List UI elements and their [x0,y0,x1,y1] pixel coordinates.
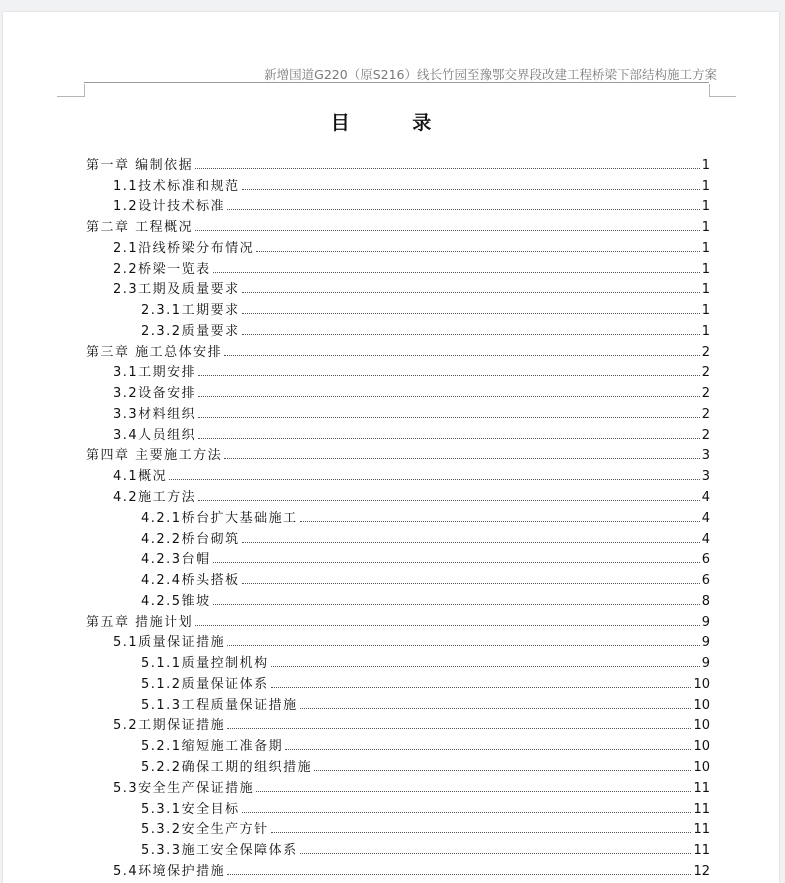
toc-entry[interactable] [86,796,710,817]
toc-leader-dots [242,812,692,813]
toc-leader-dots [198,375,700,376]
toc-entry-page-number: 1 [701,282,710,298]
toc-entry-page-number: 10 [693,739,710,755]
toc-leader-dots [227,874,691,875]
toc-entry-label: 5.4环境保护措施 [113,863,226,879]
header-rule [84,82,709,83]
toc-entry[interactable] [86,152,710,173]
toc-leader-dots [242,189,700,190]
toc-entry-label: 3.3材料组织 [113,406,197,422]
toc-entry[interactable] [86,775,710,796]
toc-leader-dots [256,251,700,252]
crop-mark-left-vertical [84,84,85,97]
toc-entry-label: 3.2设备安排 [113,386,197,402]
toc-leader-dots [300,853,692,854]
toc-leader-dots [195,230,700,231]
toc-entry-page-number: 10 [693,759,710,775]
toc-entry-label: 5.1质量保证措施 [113,635,226,651]
toc-leader-dots [271,687,692,688]
toc-entry-page-number: 1 [701,157,710,173]
crop-mark-right-horizontal [709,96,736,97]
toc-entry[interactable] [86,671,710,692]
toc-entry-page-number: 10 [693,718,710,734]
toc-leader-dots [242,334,700,335]
toc-entry-label: 4.2施工方法 [113,490,197,506]
toc-entry-page-number: 1 [701,199,710,215]
toc-entry-label: 第一章 编制依据 [86,157,194,173]
toc-entry[interactable] [86,214,710,235]
toc-entry-label: 4.2.1桥台扩大基础施工 [141,510,298,526]
toc-entry-page-number: 11 [693,780,710,796]
toc-entry-page-number: 9 [701,614,710,630]
toc-entry[interactable] [86,256,710,277]
toc-entry[interactable] [86,630,710,651]
toc-leader-dots [224,355,700,356]
toc-entry-page-number: 10 [693,676,710,692]
toc-entry-label: 4.2.4桥头搭板 [141,573,240,589]
toc-entry-label: 4.2.3台帽 [141,552,211,568]
toc-leader-dots [271,666,700,667]
toc-leader-dots [227,645,700,646]
toc-entry[interactable] [86,754,710,775]
toc-title: 目 录 [330,112,460,134]
toc-leader-dots [242,542,700,543]
toc-entry[interactable] [86,588,710,609]
toc-leader-dots [198,438,700,439]
toc-leader-dots [198,396,700,397]
toc-entry-label: 4.2.2桥台砌筑 [141,531,240,547]
toc-entry[interactable] [86,173,710,194]
toc-entry-page-number: 11 [693,822,710,838]
toc-leader-dots [314,770,691,771]
toc-entry-page-number: 2 [701,406,710,422]
toc-entry-page-number: 1 [701,178,710,194]
toc-entry-label: 5.2.2确保工期的组织措施 [141,759,313,775]
toc-entry-label: 第五章 措施计划 [86,614,194,630]
toc-entry[interactable] [86,692,710,713]
toc-leader-dots [198,417,700,418]
toc-entry[interactable] [86,235,710,256]
toc-entry-page-number: 3 [701,469,710,485]
toc-entry[interactable] [86,713,710,734]
toc-entry-label: 3.1工期安排 [113,365,197,381]
toc-entry-page-number: 4 [701,490,710,506]
toc-entry-label: 4.1概况 [113,469,168,485]
toc-leader-dots [169,479,700,480]
toc-entry-page-number: 4 [701,510,710,526]
toc-entry[interactable] [86,380,710,401]
toc-leader-dots [300,521,700,522]
toc-entry-page-number: 11 [693,801,710,817]
toc-leader-dots [224,458,700,459]
toc-entry-page-number: 1 [701,261,710,277]
toc-entry[interactable] [86,526,710,547]
toc-entry-page-number: 11 [693,843,710,859]
toc-entry-label: 5.1.1质量控制机构 [141,656,269,672]
toc-leader-dots [242,313,700,314]
toc-entry[interactable] [86,194,710,215]
toc-entry-page-number: 9 [701,635,710,651]
toc-leader-dots [213,604,700,605]
toc-entry-page-number: 2 [701,427,710,443]
toc-entry[interactable] [86,297,710,318]
toc-entry[interactable] [86,733,710,754]
toc-entry-label: 5.2工期保证措施 [113,718,226,734]
toc-entry-page-number: 6 [701,573,710,589]
toc-entry-label: 2.3.2质量要求 [141,323,240,339]
toc-entry-page-number: 2 [701,365,710,381]
toc-entry[interactable] [86,505,710,526]
toc-entry-label: 1.1技术标准和规范 [113,178,240,194]
toc-leader-dots [300,708,692,709]
toc-entry[interactable] [86,609,710,630]
toc-entry-page-number: 2 [701,386,710,402]
toc-entry[interactable] [86,463,710,484]
toc-entry-label: 5.3.1安全目标 [141,801,240,817]
toc-entry[interactable] [86,443,710,464]
toc-leader-dots [242,583,700,584]
toc-entry-label: 5.2.1缩短施工准备期 [141,739,284,755]
toc-entry-label: 5.1.2质量保证体系 [141,676,269,692]
toc-entry[interactable] [86,422,710,443]
toc-entry-page-number: 1 [701,220,710,236]
toc-entry[interactable] [86,650,710,671]
toc-entry-label: 1.2设计技术标准 [113,199,226,215]
toc-leader-dots [213,272,700,273]
toc-entry-label: 5.3.2安全生产方针 [141,822,269,838]
toc-leader-dots [213,562,700,563]
toc-entry-page-number: 12 [693,863,710,879]
toc-entry[interactable] [86,339,710,360]
toc-entry-page-number: 3 [701,448,710,464]
toc-entry-page-number: 4 [701,531,710,547]
toc-entry[interactable] [86,837,710,858]
toc-entry-page-number: 1 [701,323,710,339]
toc-entry-page-number: 2 [701,344,710,360]
toc-entry-page-number: 10 [693,697,710,713]
toc-leader-dots [198,500,700,501]
toc-entry-page-number: 6 [701,552,710,568]
toc-entry-label: 2.1沿线桥梁分布情况 [113,240,255,256]
toc-entry-page-number: 1 [701,303,710,319]
toc-entry[interactable] [86,817,710,838]
toc-entry-label: 2.2桥梁一览表 [113,261,211,277]
toc-entry-label: 2.3.1工期要求 [141,303,240,319]
toc-entry-label: 第二章 工程概况 [86,220,194,236]
toc-leader-dots [271,832,692,833]
toc-entry-label: 2.3工期及质量要求 [113,282,240,298]
toc-leader-dots [195,625,700,626]
toc-entry-page-number: 1 [701,240,710,256]
toc-leader-dots [227,728,691,729]
toc-entry[interactable] [86,567,710,588]
table-of-contents [86,152,710,879]
toc-leader-dots [195,168,700,169]
toc-entry[interactable] [86,277,710,298]
toc-leader-dots [285,749,691,750]
toc-entry[interactable] [86,401,710,422]
toc-entry[interactable] [86,360,710,381]
toc-entry-label: 第四章 主要施工方法 [86,448,223,464]
toc-entry[interactable] [86,858,710,879]
toc-entry-label: 5.3安全生产保证措施 [113,780,255,796]
toc-entry-page-number: 8 [701,593,710,609]
crop-mark-right-vertical [709,84,710,97]
toc-entry-label: 4.2.5锥坡 [141,593,211,609]
toc-leader-dots [242,292,700,293]
toc-entry-label: 5.3.3施工安全保障体系 [141,843,298,859]
crop-mark-left-horizontal [57,96,84,97]
toc-entry-page-number: 9 [701,656,710,672]
toc-entry[interactable] [86,484,710,505]
toc-leader-dots [256,791,691,792]
toc-entry[interactable] [86,318,710,339]
toc-entry[interactable] [86,547,710,568]
running-header: 新增国道G220（原S216）线长竹园至豫鄂交界段改建工程桥梁下部结构施工方案 [264,67,717,82]
toc-entry-label: 5.1.3工程质量保证措施 [141,697,298,713]
toc-entry-label: 3.4人员组织 [113,427,197,443]
toc-leader-dots [227,209,700,210]
toc-entry-label: 第三章 施工总体安排 [86,344,223,360]
